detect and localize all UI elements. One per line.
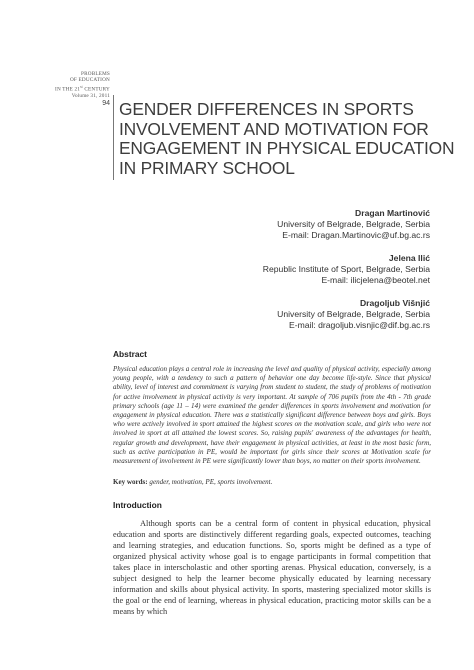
journal-header [40, 71, 110, 99]
keywords-label: Key words: [113, 478, 148, 486]
author-email: E-mail: dragoljub.visnjic@dif.bg.ac.rs [288, 320, 430, 330]
journal-name-line3: IN THE 21st CENTURY [55, 84, 110, 93]
page-number: 94 [102, 100, 110, 107]
title-line: IN PRIMARY SCHOOL [119, 157, 295, 178]
author-affiliation: University of Belgrade, Belgrade, Serbia [277, 219, 430, 229]
journal-name-line1: PROBLEMS [81, 71, 110, 77]
introduction-text: Although sports can be a central form of content in physical education, physical education and sports are distinctively different regarding goals, expected outcomes, teaching and learning strategies, and education functions. So, sports might be defined as a type of organized physical activity whose goal is to engage participants in formal competition that takes place in interscholastic and other sporting arenas. Physical education, conversely, is a subject designed to help the learner become physically educated by learning necessary information and skills about physical activity. In sports, mastering specialized motor skills is the goal or the end of learning, whereas in physical education, practicing motor skills can be a means by which [113, 519, 431, 616]
author-name: Dragoljub Višnjić [359, 298, 430, 308]
title-line: INVOLVEMENT AND MOTIVATION FOR [119, 118, 429, 139]
introduction-heading: Introduction [113, 500, 162, 510]
journal-name-line2: OF EDUCATION [69, 77, 110, 84]
title-line: GENDER DIFFERENCES IN SPORTS [119, 99, 414, 119]
author-affiliation: University of Belgrade, Belgrade, Serbia [277, 309, 430, 319]
author-affiliation: Republic Institute of Sport, Belgrade, Serbia [262, 264, 430, 274]
keywords [113, 478, 431, 487]
abstract-text: Physical education plays a central role in increasing the level and quality of physical activity, especially among young people, with a tendency to such a pattern of behavior one day become life-style. Since that physical ability, level of interest and commitment is varying from student to student, the study of problems of motivation for active involvement in physical activity is very important. At sample of 706 pupils from the 4th - 7th grade primary schools (age 11 – 14) were examined the gender differences in sports involvement and motivation for engagement in physical education. There was a statistically significant difference between boys and girls. Boys who were actively involved in sport attained the highest scores on the motivation scale, and girls who were not involved in sport at all attained the lowest scores. So, raising pupils' awareness of the advantages for health, regular growth and development, have their engagement in physical activities, at least in the most basic form, such as active participation in PE, would be important for girls since their scores at Motivation scale for measurement of involvement in PE were significantly lower than boys, no matter on their sports involvement. [113, 365, 431, 466]
author-email: E-mail: Dragan.Martinovic@uf.bg.ac.rs [282, 230, 430, 240]
author-name: Jelena Ilić [388, 253, 430, 263]
paper-title [119, 100, 459, 178]
author-entry [170, 253, 430, 286]
header-divider [113, 95, 114, 180]
author-block [170, 208, 430, 343]
title-line: ENGAGEMENT IN PHYSICAL EDUCATION [119, 138, 455, 158]
author-entry [170, 298, 430, 331]
author-entry [170, 208, 430, 241]
abstract-heading: Abstract [113, 349, 147, 359]
keywords-list: gender, motivation, PE, sports involvement. [147, 478, 273, 486]
author-name: Dragan Martinović [355, 208, 430, 218]
author-email: E-mail: ilicjelena@beotel.net [321, 275, 430, 285]
journal-volume: Volume 31, 2011 [71, 92, 110, 99]
